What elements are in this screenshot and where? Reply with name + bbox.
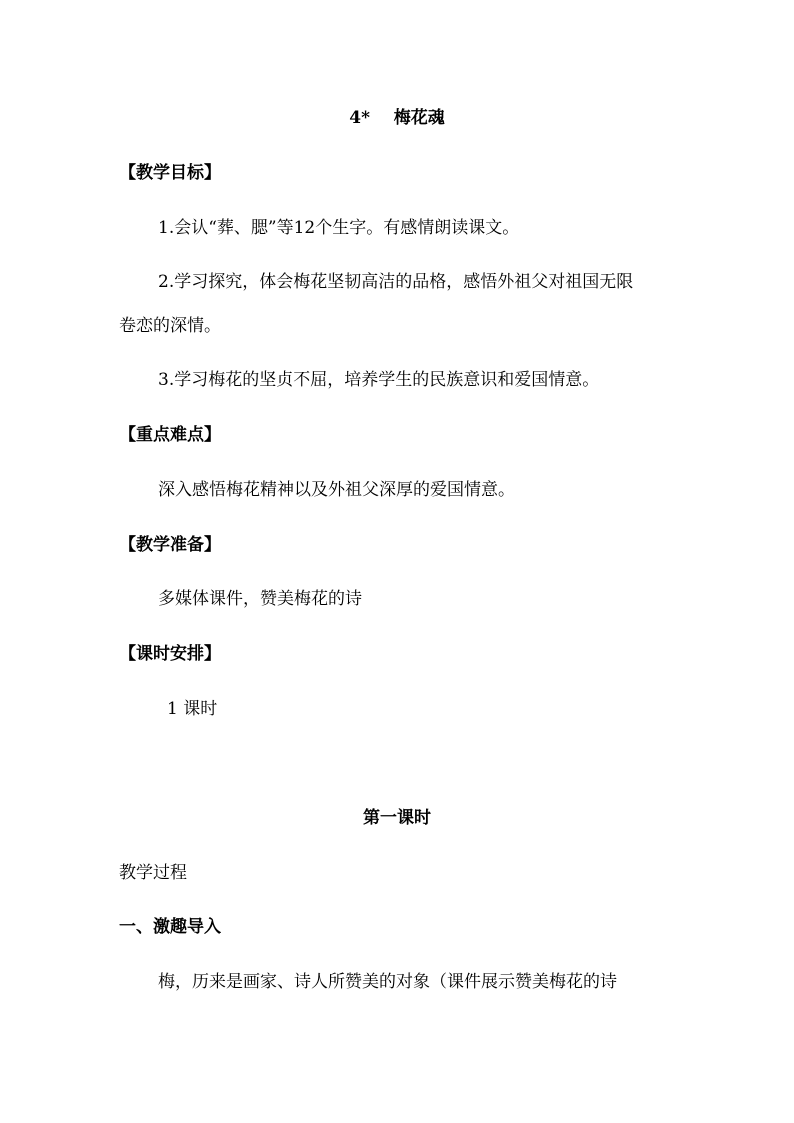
lesson-title: 第一课时 (363, 808, 431, 828)
part-one-text: 梅，历来是画家、诗人所赞美的对象（课件展示赞美梅花的诗 (158, 972, 617, 992)
objective-item-1: 1.会认“葬、腮”等12个生字。有感情朗读课文。 (158, 218, 520, 238)
preparation-heading: 【教学准备】 (119, 535, 221, 555)
key-points-heading: 【重点难点】 (119, 425, 221, 445)
schedule-heading: 【课时安排】 (119, 644, 221, 664)
schedule-text: 1 课时 (167, 699, 218, 719)
document-title (0, 107, 794, 129)
objective-item-2-continued: 卷恋的深情。 (119, 316, 221, 336)
objective-item-3: 3.学习梅花的坚贞不屈，培养学生的民族意识和爱国情意。 (158, 370, 600, 390)
objectives-heading: 【教学目标】 (119, 163, 221, 183)
process-label: 教学过程 (119, 863, 187, 883)
objective-item-2: 2.学习探究，体会梅花坚韧高洁的品格，感悟外祖父对祖国无限 (158, 272, 634, 292)
title-text: 梅花魂 (393, 108, 445, 128)
part-one-heading: 一、激趣导入 (119, 917, 221, 937)
preparation-text: 多媒体课件，赞美梅花的诗 (158, 589, 362, 609)
key-points-text: 深入感悟梅花精神以及外祖父深厚的爱国情意。 (158, 480, 515, 500)
title-number: 4* (349, 108, 371, 128)
